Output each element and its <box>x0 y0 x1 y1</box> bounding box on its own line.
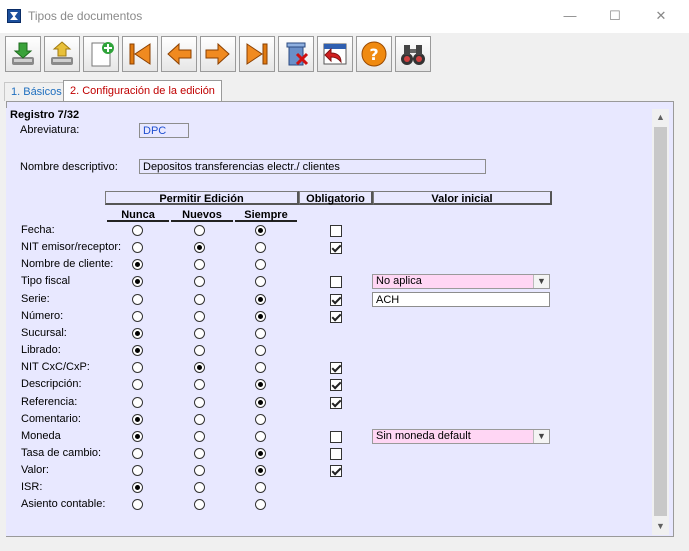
nunca-radio[interactable] <box>132 465 143 476</box>
vertical-scrollbar[interactable] <box>652 109 669 535</box>
row-label: Comentario: <box>21 413 81 425</box>
next-record-button[interactable] <box>200 36 236 72</box>
row-label: Tipo fiscal <box>21 275 71 287</box>
minimize-button[interactable]: — <box>563 8 577 23</box>
row-label: Descripción: <box>21 378 82 390</box>
valor-inicial-header: Valor inicial <box>373 191 552 205</box>
nunca-radio[interactable] <box>132 397 143 408</box>
nombre-descriptivo-label: Nombre descriptivo: <box>20 161 118 173</box>
scroll-up-arrow-icon[interactable]: ▲ <box>656 112 665 122</box>
scroll-down-arrow-icon[interactable]: ▼ <box>656 521 665 531</box>
nunca-radio[interactable] <box>132 311 143 322</box>
siempre-radio[interactable] <box>255 482 266 493</box>
nuevos-radio[interactable] <box>194 448 205 459</box>
nunca-radio[interactable] <box>132 431 143 442</box>
row-label: Serie: <box>21 293 50 305</box>
row-label: Número: <box>21 310 64 322</box>
search-binoculars-button[interactable] <box>395 36 431 72</box>
nuevos-radio[interactable] <box>194 328 205 339</box>
new-document-button[interactable] <box>83 36 119 72</box>
nuevos-radio[interactable] <box>194 345 205 356</box>
siempre-radio[interactable] <box>255 311 266 322</box>
row-label: NIT emisor/receptor: <box>21 241 122 253</box>
siempre-radio[interactable] <box>255 242 266 253</box>
nuevos-radio[interactable] <box>194 362 205 373</box>
nuevos-radio[interactable] <box>194 465 205 476</box>
nuevos-radio[interactable] <box>194 242 205 253</box>
nunca-radio[interactable] <box>132 294 143 305</box>
nuevos-radio[interactable] <box>194 379 205 390</box>
dropdown-value: No aplica <box>376 275 422 287</box>
valor-inicial-field[interactable]: ACH <box>372 292 550 307</box>
first-record-icon <box>126 40 154 68</box>
previous-record-button[interactable] <box>161 36 197 72</box>
nunca-radio[interactable] <box>132 379 143 390</box>
obligatorio-checkbox[interactable] <box>330 362 342 374</box>
abreviatura-field[interactable]: DPC <box>139 123 189 138</box>
content-area <box>6 108 650 536</box>
siempre-radio[interactable] <box>255 328 266 339</box>
valor-inicial-dropdown[interactable] <box>372 274 550 289</box>
nuevos-radio[interactable] <box>194 311 205 322</box>
nuevos-header: Nuevos <box>171 208 233 222</box>
nunca-radio[interactable] <box>132 328 143 339</box>
next-record-icon <box>204 40 232 68</box>
siempre-radio[interactable] <box>255 465 266 476</box>
siempre-radio[interactable] <box>255 294 266 305</box>
nombre-descriptivo-field[interactable]: Depositos transferencias electr./ clientes <box>139 159 486 174</box>
nunca-radio[interactable] <box>132 276 143 287</box>
nunca-radio[interactable] <box>132 345 143 356</box>
siempre-radio[interactable] <box>255 448 266 459</box>
obligatorio-checkbox[interactable] <box>330 294 342 306</box>
row-label: Asiento contable: <box>21 498 106 510</box>
obligatorio-checkbox[interactable] <box>330 311 342 323</box>
siempre-header: Siempre <box>235 208 297 222</box>
close-button[interactable]: ✕ <box>655 8 667 23</box>
nunca-radio[interactable] <box>132 448 143 459</box>
upload-icon <box>48 40 76 68</box>
row-label: Fecha: <box>21 224 55 236</box>
scroll-thumb[interactable] <box>654 127 667 516</box>
window-title: Tipos de documentos <box>28 9 143 23</box>
row-label: NIT CxC/CxP: <box>21 361 90 373</box>
siempre-radio[interactable] <box>255 225 266 236</box>
nunca-radio[interactable] <box>132 225 143 236</box>
undo-icon <box>321 40 349 68</box>
app-icon <box>7 9 21 23</box>
tab-basicos[interactable]: 1. Básicos <box>4 82 69 101</box>
nunca-radio[interactable] <box>132 414 143 425</box>
siempre-radio[interactable] <box>255 397 266 408</box>
siempre-radio[interactable] <box>255 499 266 510</box>
nuevos-radio[interactable] <box>194 414 205 425</box>
siempre-radio[interactable] <box>255 379 266 390</box>
siempre-radio[interactable] <box>255 276 266 287</box>
obligatorio-checkbox[interactable] <box>330 379 342 391</box>
obligatorio-checkbox[interactable] <box>330 225 342 237</box>
obligatorio-checkbox[interactable] <box>330 431 342 443</box>
nunca-radio[interactable] <box>132 259 143 270</box>
nuevos-radio[interactable] <box>194 259 205 270</box>
siempre-radio[interactable] <box>255 259 266 270</box>
row-label: Valor: <box>21 464 49 476</box>
tab-configuracion[interactable]: 2. Configuración de la edición <box>63 80 222 101</box>
previous-record-icon <box>165 40 193 68</box>
row-label: Sucursal: <box>21 327 67 339</box>
row-label: Referencia: <box>21 396 78 408</box>
row-label: ISR: <box>21 481 43 493</box>
new-document-icon <box>87 40 115 68</box>
download-button[interactable] <box>5 36 41 72</box>
last-record-icon <box>243 40 271 68</box>
siempre-radio[interactable] <box>255 345 266 356</box>
chevron-down-icon[interactable]: ▼ <box>533 430 549 443</box>
first-record-button[interactable] <box>122 36 158 72</box>
delete-button[interactable] <box>278 36 314 72</box>
nuevos-radio[interactable] <box>194 482 205 493</box>
siempre-radio[interactable] <box>255 431 266 442</box>
permitir-edicion-header: Permitir Edición <box>105 191 299 205</box>
chevron-down-icon[interactable]: ▼ <box>533 275 549 288</box>
obligatorio-checkbox[interactable] <box>330 276 342 288</box>
help-icon <box>360 40 388 68</box>
download-icon <box>9 40 37 68</box>
nuevos-radio[interactable] <box>194 499 205 510</box>
row-label: Nombre de cliente: <box>21 258 114 270</box>
search-binoculars-icon <box>399 40 427 68</box>
obligatorio-checkbox[interactable] <box>330 465 342 477</box>
undo-button[interactable] <box>317 36 353 72</box>
obligatorio-checkbox[interactable] <box>330 397 342 409</box>
siempre-radio[interactable] <box>255 362 266 373</box>
obligatorio-checkbox[interactable] <box>330 242 342 254</box>
maximize-button[interactable]: ☐ <box>609 8 621 23</box>
nunca-radio[interactable] <box>132 482 143 493</box>
nuevos-radio[interactable] <box>194 225 205 236</box>
row-label: Tasa de cambio: <box>21 447 102 459</box>
nunca-header: Nunca <box>107 208 169 222</box>
help-button[interactable] <box>356 36 392 72</box>
svg-text:?: ? <box>369 45 379 64</box>
nuevos-radio[interactable] <box>194 431 205 442</box>
obligatorio-checkbox[interactable] <box>330 448 342 460</box>
nuevos-radio[interactable] <box>194 294 205 305</box>
nunca-radio[interactable] <box>132 362 143 373</box>
upload-button[interactable] <box>44 36 80 72</box>
siempre-radio[interactable] <box>255 414 266 425</box>
valor-inicial-dropdown[interactable] <box>372 429 550 444</box>
nuevos-radio[interactable] <box>194 397 205 408</box>
last-record-button[interactable] <box>239 36 275 72</box>
nunca-radio[interactable] <box>132 499 143 510</box>
abreviatura-label: Abreviatura: <box>20 124 80 136</box>
obligatorio-header: Obligatorio <box>299 191 373 205</box>
row-label: Moneda <box>21 430 61 442</box>
title-bar <box>0 0 689 33</box>
nunca-radio[interactable] <box>132 242 143 253</box>
dropdown-value: Sin moneda default <box>376 430 471 442</box>
delete-icon <box>282 40 310 68</box>
nuevos-radio[interactable] <box>194 276 205 287</box>
record-counter: Registro 7/32 <box>10 109 80 121</box>
row-label: Librado: <box>21 344 61 356</box>
